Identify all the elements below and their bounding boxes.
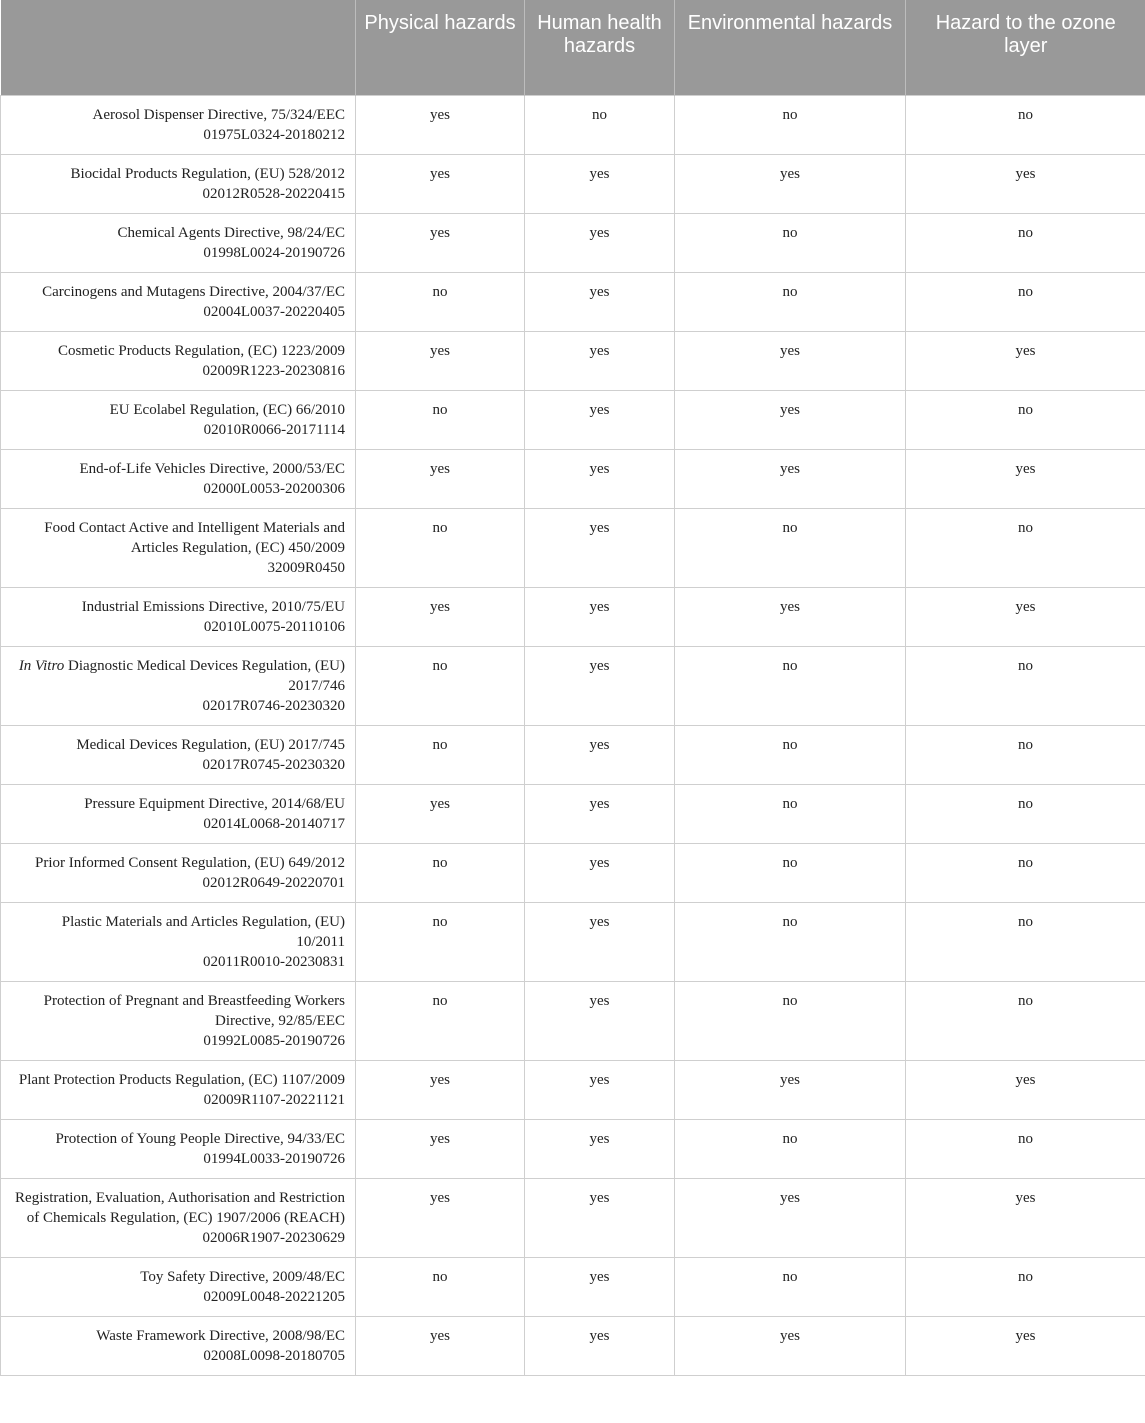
- table-row: [1, 784, 1145, 843]
- human-health-hazards-cell: yes: [525, 1060, 675, 1119]
- table-row: [1, 272, 1145, 331]
- table-row: [1, 646, 1145, 725]
- human-health-hazards-cell: yes: [525, 1316, 675, 1375]
- legislation-name: Protection of Young People Directive, 94/33/EC: [55, 1130, 345, 1147]
- table-row: [1, 725, 1145, 784]
- human-health-hazards-cell: yes: [525, 1257, 675, 1316]
- physical-hazards-cell: no: [356, 1257, 525, 1316]
- celex-code: 02004L0037-20220405: [203, 303, 345, 320]
- legislation-cell: [1, 213, 356, 272]
- table-row: [1, 508, 1145, 587]
- legislation-name: Industrial Emissions Directive, 2010/75/EU: [81, 598, 345, 615]
- legislation-name-italic: In Vitro: [18, 657, 65, 674]
- legislation-name: Registration, Evaluation, Authorisation and Restriction of Chemicals Regulation, (EC) 1907/2006 (REACH): [15, 1189, 345, 1226]
- legislation-name: Plastic Materials and Articles Regulation, (EU) 10/2011: [61, 913, 345, 950]
- legislation-name: Prior Informed Consent Regulation, (EU) 649/2012: [35, 854, 345, 871]
- header-legislation: [1, 0, 356, 95]
- table-row: [1, 154, 1145, 213]
- legislation-name: [11, 656, 345, 696]
- physical-hazards-cell: yes: [356, 587, 525, 646]
- table-row: [1, 1257, 1145, 1316]
- legislation-cell: [1, 508, 356, 587]
- physical-hazards-cell: no: [356, 646, 525, 725]
- celex-code: 01992L0085-20190726: [203, 1032, 345, 1049]
- legislation-cell: [1, 1060, 356, 1119]
- legislation-name: EU Ecolabel Regulation, (EC) 66/2010: [109, 401, 345, 418]
- header-environmental-hazards: Environmental hazards: [675, 0, 906, 95]
- physical-hazards-cell: yes: [356, 1119, 525, 1178]
- table-row: [1, 902, 1145, 981]
- physical-hazards-cell: yes: [356, 449, 525, 508]
- legislation-name: Medical Devices Regulation, (EU) 2017/745: [76, 736, 345, 753]
- human-health-hazards-cell: yes: [525, 784, 675, 843]
- physical-hazards-cell: yes: [356, 213, 525, 272]
- celex-code: 02012R0528-20220415: [202, 185, 345, 202]
- ozone-hazard-cell: yes: [906, 449, 1145, 508]
- physical-hazards-cell: yes: [356, 784, 525, 843]
- human-health-hazards-cell: yes: [525, 981, 675, 1060]
- legislation-cell: [1, 154, 356, 213]
- ozone-hazard-cell: no: [906, 95, 1145, 154]
- legislation-cell: [1, 1119, 356, 1178]
- human-health-hazards-cell: yes: [525, 390, 675, 449]
- ozone-hazard-cell: no: [906, 843, 1145, 902]
- environmental-hazards-cell: no: [675, 646, 906, 725]
- human-health-hazards-cell: yes: [525, 843, 675, 902]
- celex-code: 02011R0010-20230831: [203, 953, 345, 970]
- celex-code: 01994L0033-20190726: [203, 1150, 345, 1167]
- celex-code: 02017R0745-20230320: [202, 756, 345, 773]
- celex-code: 02008L0098-20180705: [203, 1347, 345, 1364]
- ozone-hazard-cell: no: [906, 981, 1145, 1060]
- legislation-cell: [1, 646, 356, 725]
- legislation-cell: [1, 449, 356, 508]
- celex-code: 02000L0053-20200306: [203, 480, 345, 497]
- ozone-hazard-cell: yes: [906, 1178, 1145, 1257]
- table-body: [1, 95, 1145, 1375]
- ozone-hazard-cell: no: [906, 646, 1145, 725]
- physical-hazards-cell: yes: [356, 154, 525, 213]
- human-health-hazards-cell: yes: [525, 587, 675, 646]
- table-row: [1, 390, 1145, 449]
- table-row: [1, 843, 1145, 902]
- table-row: [1, 213, 1145, 272]
- table-row: [1, 449, 1145, 508]
- environmental-hazards-cell: no: [675, 1257, 906, 1316]
- table-row: [1, 587, 1145, 646]
- physical-hazards-cell: yes: [356, 331, 525, 390]
- table-row: [1, 981, 1145, 1060]
- environmental-hazards-cell: no: [675, 784, 906, 843]
- human-health-hazards-cell: yes: [525, 1178, 675, 1257]
- ozone-hazard-cell: yes: [906, 1060, 1145, 1119]
- legislation-name: Carcinogens and Mutagens Directive, 2004/37/EC: [42, 283, 345, 300]
- header-physical-hazards: Physical hazards: [356, 0, 525, 95]
- human-health-hazards-cell: yes: [525, 213, 675, 272]
- legislation-cell: [1, 902, 356, 981]
- legislation-name: Cosmetic Products Regulation, (EC) 1223/2009: [57, 342, 345, 359]
- table-row: [1, 1178, 1145, 1257]
- ozone-hazard-cell: no: [906, 1257, 1145, 1316]
- celex-code: 02009R1223-20230816: [202, 362, 345, 379]
- environmental-hazards-cell: yes: [675, 449, 906, 508]
- environmental-hazards-cell: no: [675, 725, 906, 784]
- ozone-hazard-cell: yes: [906, 331, 1145, 390]
- ozone-hazard-cell: no: [906, 272, 1145, 331]
- human-health-hazards-cell: yes: [525, 272, 675, 331]
- legislation-cell: [1, 1257, 356, 1316]
- legislation-name-rest: Diagnostic Medical Devices Regulation, (EU) 2017/746: [64, 657, 345, 694]
- human-health-hazards-cell: yes: [525, 646, 675, 725]
- celex-code: 02010R0066-20171114: [203, 421, 345, 438]
- legislation-name: Protection of Pregnant and Breastfeeding Workers Directive, 92/85/EEC: [43, 992, 345, 1029]
- celex-code: 02012R0649-20220701: [202, 874, 345, 891]
- legislation-cell: [1, 725, 356, 784]
- physical-hazards-cell: yes: [356, 1060, 525, 1119]
- celex-code: 02006R1907-20230629: [202, 1229, 345, 1246]
- legislation-name: Food Contact Active and Intelligent Materials and Articles Regulation, (EC) 450/2009: [44, 519, 345, 556]
- environmental-hazards-cell: no: [675, 95, 906, 154]
- human-health-hazards-cell: yes: [525, 1119, 675, 1178]
- human-health-hazards-cell: yes: [525, 508, 675, 587]
- physical-hazards-cell: no: [356, 981, 525, 1060]
- ozone-hazard-cell: yes: [906, 587, 1145, 646]
- legislation-name: Chemical Agents Directive, 98/24/EC: [117, 224, 345, 241]
- legislation-cell: [1, 981, 356, 1060]
- environmental-hazards-cell: no: [675, 981, 906, 1060]
- physical-hazards-cell: yes: [356, 95, 525, 154]
- table-row: [1, 1119, 1145, 1178]
- header-row: [1, 0, 1145, 95]
- legislation-cell: [1, 390, 356, 449]
- celex-code: 32009R0450: [267, 559, 345, 576]
- human-health-hazards-cell: yes: [525, 725, 675, 784]
- ozone-hazard-cell: yes: [906, 154, 1145, 213]
- human-health-hazards-cell: yes: [525, 902, 675, 981]
- legislation-cell: [1, 1316, 356, 1375]
- environmental-hazards-cell: no: [675, 213, 906, 272]
- celex-code: 01975L0324-20180212: [203, 126, 345, 143]
- physical-hazards-cell: no: [356, 272, 525, 331]
- physical-hazards-cell: no: [356, 508, 525, 587]
- celex-code: 02014L0068-20140717: [203, 815, 345, 832]
- celex-code: 02009R1107-20221121: [203, 1091, 345, 1108]
- table-row: [1, 1060, 1145, 1119]
- environmental-hazards-cell: no: [675, 272, 906, 331]
- table-header: [1, 0, 1145, 95]
- environmental-hazards-cell: no: [675, 902, 906, 981]
- physical-hazards-cell: no: [356, 902, 525, 981]
- ozone-hazard-cell: no: [906, 784, 1145, 843]
- human-health-hazards-cell: no: [525, 95, 675, 154]
- celex-code: 01998L0024-20190726: [203, 244, 345, 261]
- environmental-hazards-cell: no: [675, 843, 906, 902]
- legislation-name: Toy Safety Directive, 2009/48/EC: [140, 1268, 345, 1285]
- environmental-hazards-cell: no: [675, 508, 906, 587]
- environmental-hazards-cell: yes: [675, 331, 906, 390]
- ozone-hazard-cell: no: [906, 725, 1145, 784]
- environmental-hazards-cell: yes: [675, 1178, 906, 1257]
- legislation-name: End-of-Life Vehicles Directive, 2000/53/EC: [79, 460, 345, 477]
- environmental-hazards-cell: yes: [675, 1060, 906, 1119]
- legislation-cell: [1, 843, 356, 902]
- legislation-name: Waste Framework Directive, 2008/98/EC: [96, 1327, 345, 1344]
- environmental-hazards-cell: no: [675, 1119, 906, 1178]
- physical-hazards-cell: no: [356, 843, 525, 902]
- legislation-cell: [1, 784, 356, 843]
- ozone-hazard-cell: no: [906, 390, 1145, 449]
- legislation-name: Aerosol Dispenser Directive, 75/324/EEC: [92, 106, 345, 123]
- ozone-hazard-cell: no: [906, 1119, 1145, 1178]
- physical-hazards-cell: no: [356, 725, 525, 784]
- legislation-name: Pressure Equipment Directive, 2014/68/EU: [84, 795, 345, 812]
- ozone-hazard-cell: no: [906, 508, 1145, 587]
- physical-hazards-cell: yes: [356, 1178, 525, 1257]
- celex-code: 02017R0746-20230320: [202, 697, 345, 714]
- environmental-hazards-cell: yes: [675, 390, 906, 449]
- table-row: [1, 95, 1145, 154]
- ozone-hazard-cell: no: [906, 902, 1145, 981]
- celex-code: 02009L0048-20221205: [203, 1288, 345, 1305]
- legislation-name: Biocidal Products Regulation, (EU) 528/2012: [70, 165, 345, 182]
- human-health-hazards-cell: yes: [525, 331, 675, 390]
- environmental-hazards-cell: yes: [675, 154, 906, 213]
- legislation-cell: [1, 587, 356, 646]
- physical-hazards-cell: no: [356, 390, 525, 449]
- legislation-name: Plant Protection Products Regulation, (EC) 1107/2009: [18, 1071, 345, 1088]
- ozone-hazard-cell: no: [906, 213, 1145, 272]
- ozone-hazard-cell: yes: [906, 1316, 1145, 1375]
- physical-hazards-cell: yes: [356, 1316, 525, 1375]
- legislation-cell: [1, 1178, 356, 1257]
- human-health-hazards-cell: yes: [525, 154, 675, 213]
- environmental-hazards-cell: yes: [675, 587, 906, 646]
- celex-code: 02010L0075-20110106: [203, 618, 345, 635]
- environmental-hazards-cell: yes: [675, 1316, 906, 1375]
- header-ozone-hazard: Hazard to the ozone layer: [906, 0, 1145, 95]
- legislation-cell: [1, 95, 356, 154]
- legislation-cell: [1, 272, 356, 331]
- table-row: [1, 1316, 1145, 1375]
- table-row: [1, 331, 1145, 390]
- legislation-cell: [1, 331, 356, 390]
- header-human-health-hazards: Human health hazards: [525, 0, 675, 95]
- human-health-hazards-cell: yes: [525, 449, 675, 508]
